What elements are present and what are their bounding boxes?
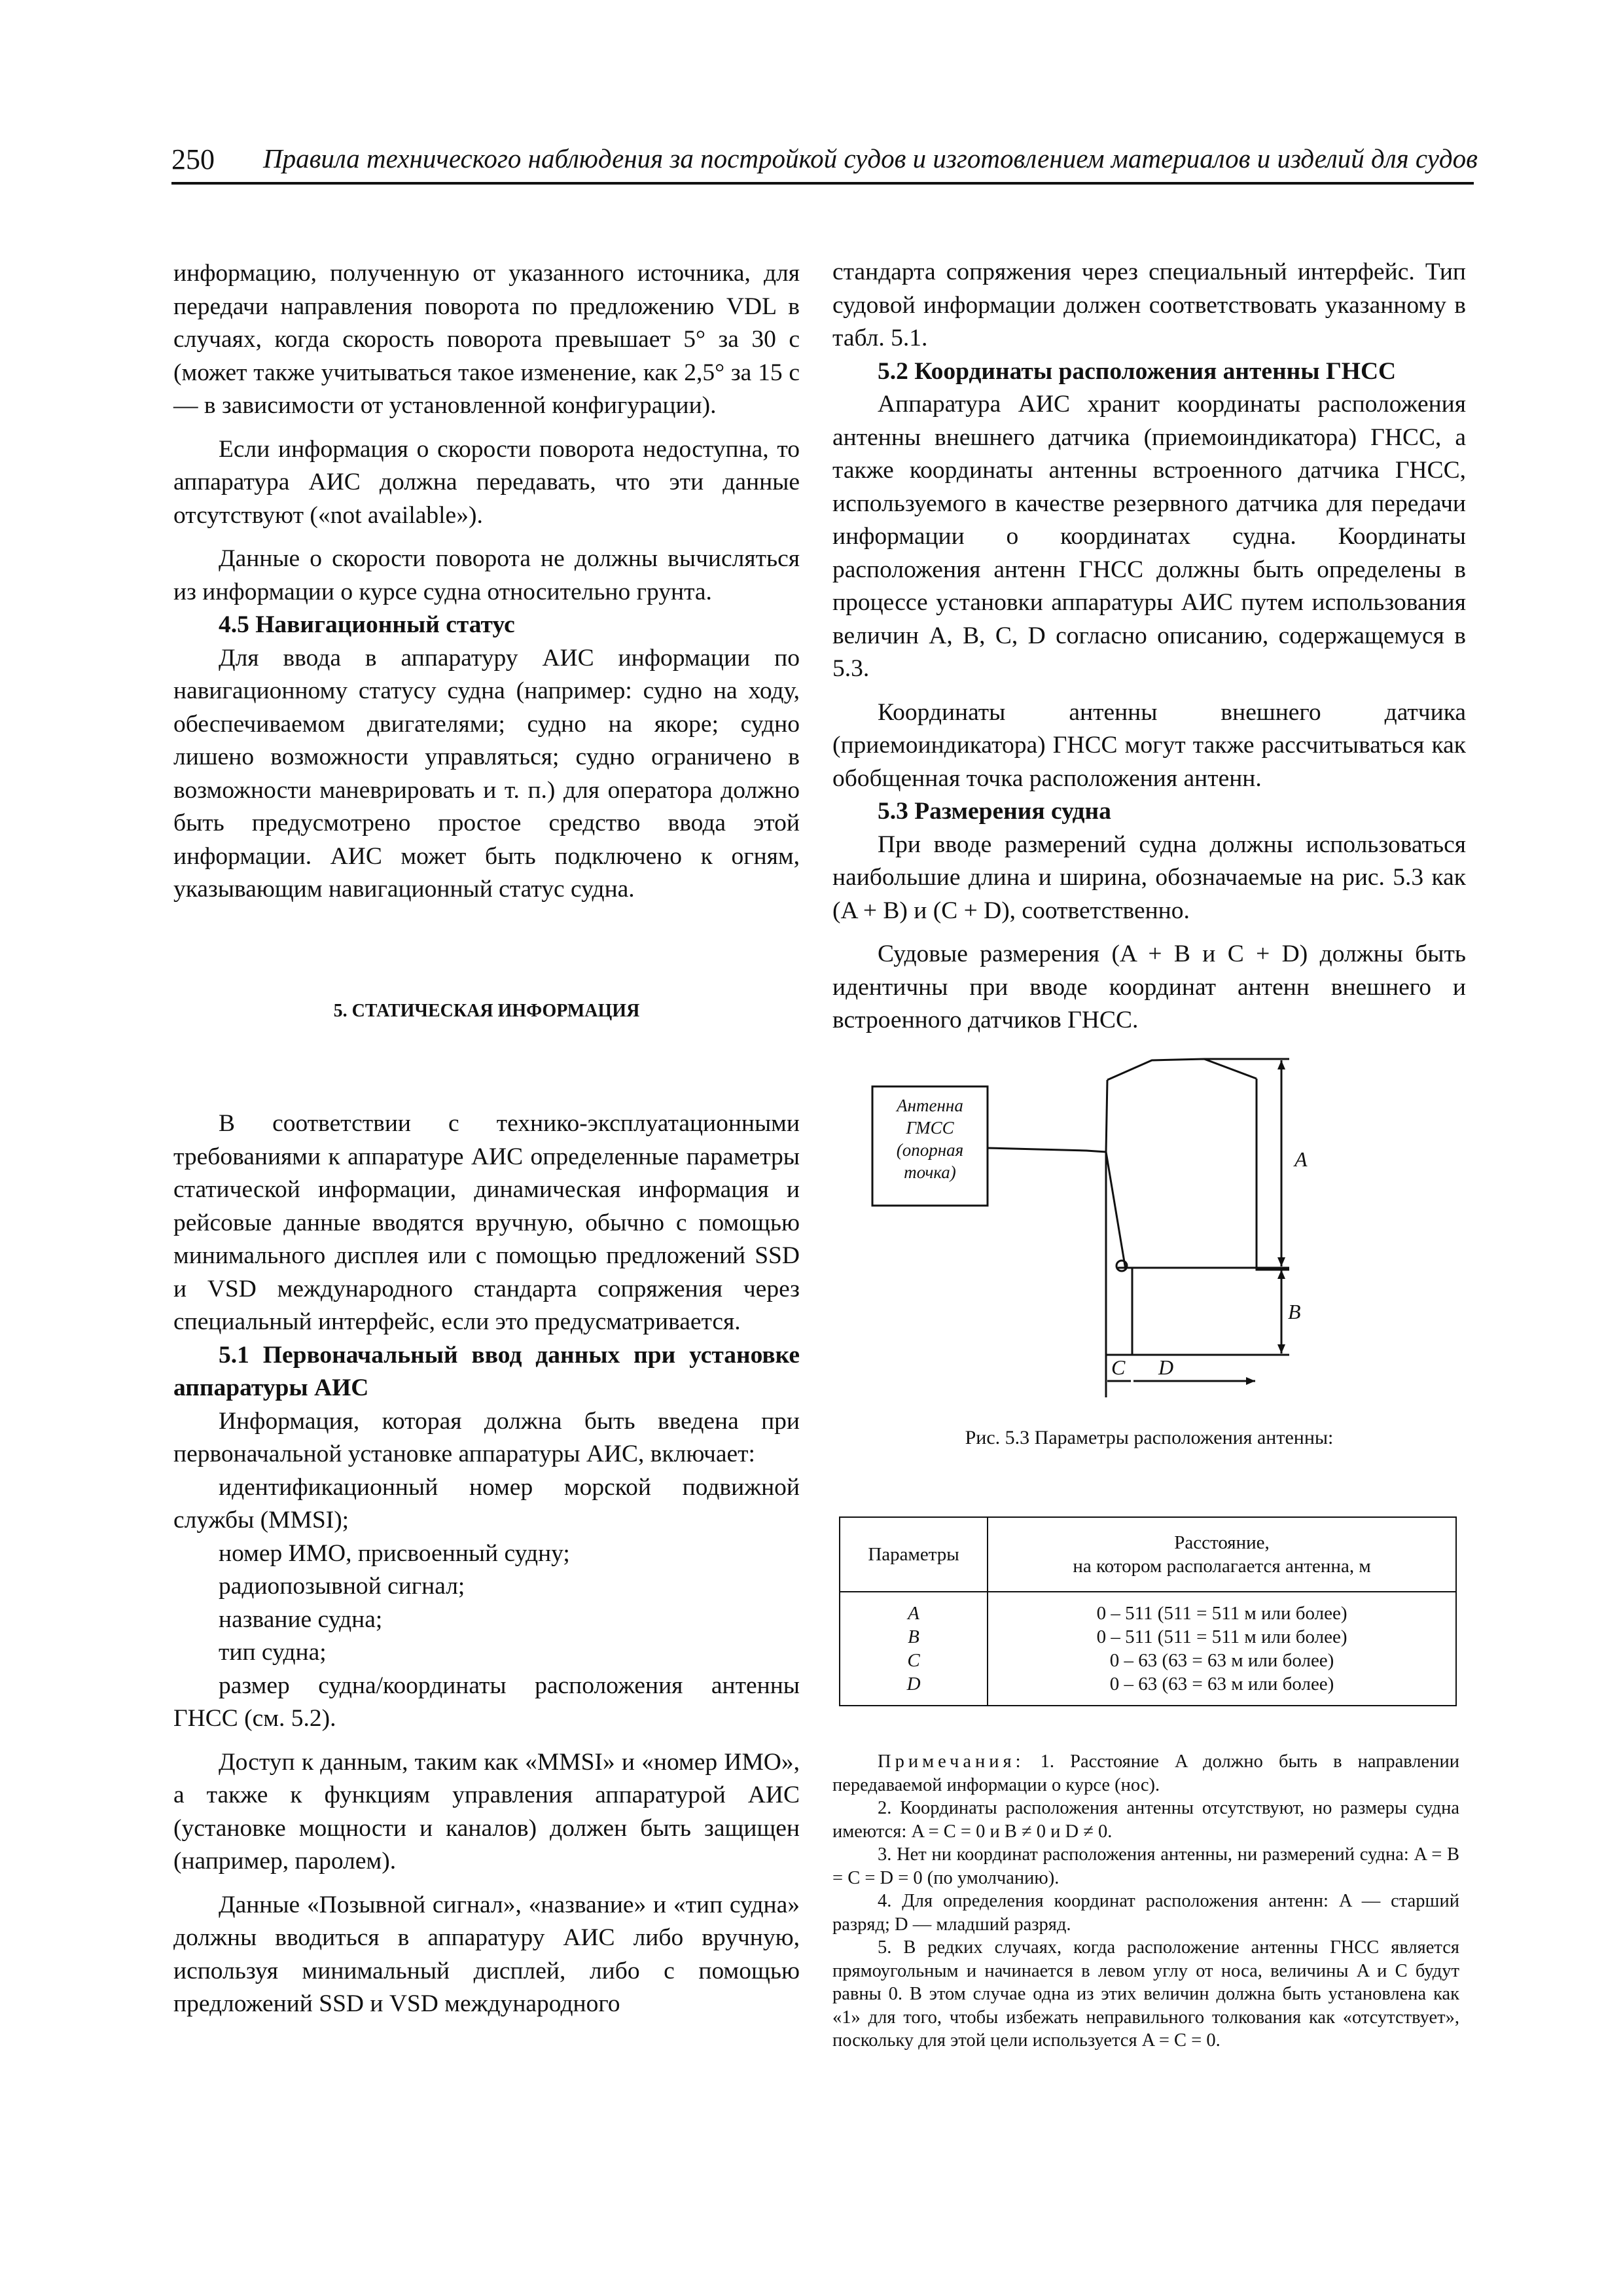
paragraph: информацию, полученную от указанного источника, для передачи направления поворота по предложению VDL в случаях, когда скорость поворота превышает 5° за 30 с (может также учитываться такое изменение, как 2,5° за 15 с — в зависимости от установленной конфигурации).: [173, 260, 800, 419]
paragraph: Данные «Позывной сигнал», «название» и «тип судна» должны вводиться в аппаратуру АИС либо вручную, используя минимальный дисплей, либо с помощью предложений SSD и VSD международного: [173, 1891, 800, 2017]
section-heading-5-2: 5.2 Координаты расположения антенны ГНСС: [878, 357, 1397, 385]
paragraph: Для ввода в аппаратуру АИС информации по навигационному статусу судна (например: судно на ходу, обеспечиваемом двигателями; судно на якоре; судно лишено возможности управляться; судно ограничено в возможности маневрировать и т. п.) для оператора должно быть предусмотрено простое средство ввода этой информации. АИС может быть подключено к огням, указывающим навигационный статус судна.: [173, 644, 800, 903]
notes-block: [832, 1750, 1459, 2053]
col2-header: [988, 1517, 1456, 1592]
leader-line: [988, 1148, 1106, 1152]
list-item: название судна;: [219, 1605, 383, 1633]
label-c: C: [1111, 1355, 1126, 1379]
inner-line: [1106, 1152, 1126, 1270]
col2-header-line2: на котором располагается антенна, м: [1073, 1556, 1371, 1577]
section-title-5: 5. СТАТИЧЕСКАЯ ИНФОРМАЦИЯ: [333, 1000, 640, 1021]
col2-header-line1: Расстояние,: [1174, 1532, 1270, 1553]
paragraph: Если информация о скорости поворота недоступна, то аппаратура АИС должна передавать, что эти данные отсутствуют («not available»).: [173, 435, 800, 529]
range-cells: [988, 1592, 1456, 1706]
ship-bow-outline: [1107, 1059, 1257, 1080]
list-item: идентификационный номер морской подвижной службы (MMSI);: [173, 1473, 800, 1534]
note: 3. Нет ни координат расположения антенны, ни размерений судна: A = B = C = D = 0 (по умолчанию).: [832, 1844, 1459, 1888]
paragraph: В соответствии с технико-эксплуатационными требованиями к аппаратуре АИС определенные параметры статической информации, динамическая информация и рейсовые данные вводятся вручную, обычно с помощью минимального дисплея или с помощью предложений SSD и VSD международного стандарта сопряжения через специальный интерфейс, если это предусматривается.: [173, 1110, 800, 1335]
section-heading-5-1: 5.1 Первоначальный ввод данных при установке аппаратуры АИС: [173, 1341, 800, 1401]
antenna-position-figure: [851, 1047, 1335, 1401]
left-column: [173, 257, 800, 2021]
figure-caption: Рис. 5.3 Параметры расположения антенны:: [965, 1427, 1334, 1448]
param-range: 0 – 63 (63 = 63 м или более): [1109, 1674, 1334, 1695]
paragraph: Доступ к данным, таким как «MMSI» и «номер ИМО», а также к функциям управления аппаратурой АИС (установке мощности и каналов) должен быть защищен (например, паролем).: [173, 1748, 800, 1874]
notes-label: Примечания:: [878, 1751, 1025, 1772]
param-cells: [840, 1592, 988, 1706]
right-column: [832, 256, 1466, 1037]
paragraph: Данные о скорости поворота не должны вычисляться из информации о курсе судна относительно грунта.: [173, 545, 800, 605]
box-line: ГМСС: [906, 1118, 954, 1138]
list-item: номер ИМО, присвоенный судну;: [219, 1539, 570, 1567]
antenna-parameters-table: [839, 1516, 1457, 1706]
label-d: D: [1158, 1355, 1174, 1379]
box-line: точка): [904, 1162, 956, 1182]
running-title: Правила технического наблюдения за постройкой судов и изготовлением материалов и изделий для судов: [263, 143, 1478, 173]
list-item: размер судна/координаты расположения антенны ГНСС (см. 5.2).: [173, 1672, 800, 1732]
note: 4. Для определения координат расположения антенн: A — старший разряд; D — младший разряд.: [832, 1891, 1459, 1935]
label-b: B: [1288, 1300, 1301, 1323]
list-item: радиопозывной сигнал;: [219, 1573, 465, 1600]
col1-header: Параметры: [840, 1517, 988, 1592]
note: 2. Координаты расположения антенны отсутствуют, но размеры судна имеются: A = C = 0 и B ≠ 0 и D ≠ 0.: [832, 1798, 1459, 1842]
param-name: C: [907, 1650, 920, 1671]
table-row: [840, 1592, 1456, 1706]
paragraph: Аппаратура АИС хранит координаты расположения антенны внешнего датчика (приемоиндикатора) ГНСС, а также координаты антенны встроенного датчика ГНСС, используемого в качестве резервного датчика для передачи информации о координатах судна. Координаты расположения антенн ГНСС должны быть определены в процессе установки аппаратуры АИС путем использования величин A, B, C, D согласно описанию, содержащемуся в 5.3.: [832, 391, 1466, 682]
paragraph: Информация, которая должна быть введена при первоначальной установке аппаратуры АИС, включает:: [173, 1407, 800, 1467]
section-heading-5-3: 5.3 Размерения судна: [878, 798, 1111, 825]
paragraph: Координаты антенны внешнего датчика (приемоиндикатора) ГНСС могут также рассчитываться как обобщенная точка расположения антенн.: [832, 698, 1466, 792]
param-range: 0 – 63 (63 = 63 м или более): [1109, 1650, 1334, 1671]
param-name: B: [908, 1626, 919, 1647]
paragraph: стандарта сопряжения через специальный интерфейс. Тип судовой информации должен соответствовать указанному в табл. 5.1.: [832, 259, 1466, 351]
param-name: D: [906, 1674, 921, 1695]
bow-left-side: [1106, 1080, 1107, 1152]
param-range: 0 – 511 (511 = 511 м или более): [1096, 1626, 1347, 1647]
box-line: Антенна: [897, 1096, 963, 1115]
paragraph: При вводе размерений судна должны использоваться наибольшие длина и ширина, обозначаемые на рис. 5.3 как (A + B) и (C + D), соответственно.: [832, 831, 1466, 924]
label-a: A: [1294, 1147, 1308, 1171]
section-heading-4-5: 4.5 Навигационный статус: [219, 611, 515, 638]
box-line: (опорная: [896, 1140, 964, 1160]
note: 1. Расстояние A должно быть в направлении передаваемой информации о курсе (нос).: [832, 1751, 1460, 1795]
param-name: A: [908, 1603, 919, 1624]
hull-right-outline: [1257, 1079, 1289, 1270]
table-header-row: [840, 1517, 1456, 1592]
list-item: тип судна;: [219, 1639, 327, 1666]
page-header: [171, 143, 1478, 185]
paragraph: Судовые размерения (A + B и C + D) должны быть идентичны при вводе координат антенн внешнего и встроенного датчиков ГНСС.: [832, 941, 1466, 1033]
param-range: 0 – 511 (511 = 511 м или более): [1096, 1603, 1347, 1624]
note: 5. В редких случаях, когда расположение антенны ГНСС является прямоугольным и начинается в левом углу от носа, величины A и C будут равны 0. В этом случае одна из этих величин должна быть установлена как «1» для того, чтобы избежать неправильного толкования как «отсутствует», поскольку для этой цели используется A = C = 0.: [832, 1937, 1459, 2051]
page-number: 250: [171, 143, 215, 175]
